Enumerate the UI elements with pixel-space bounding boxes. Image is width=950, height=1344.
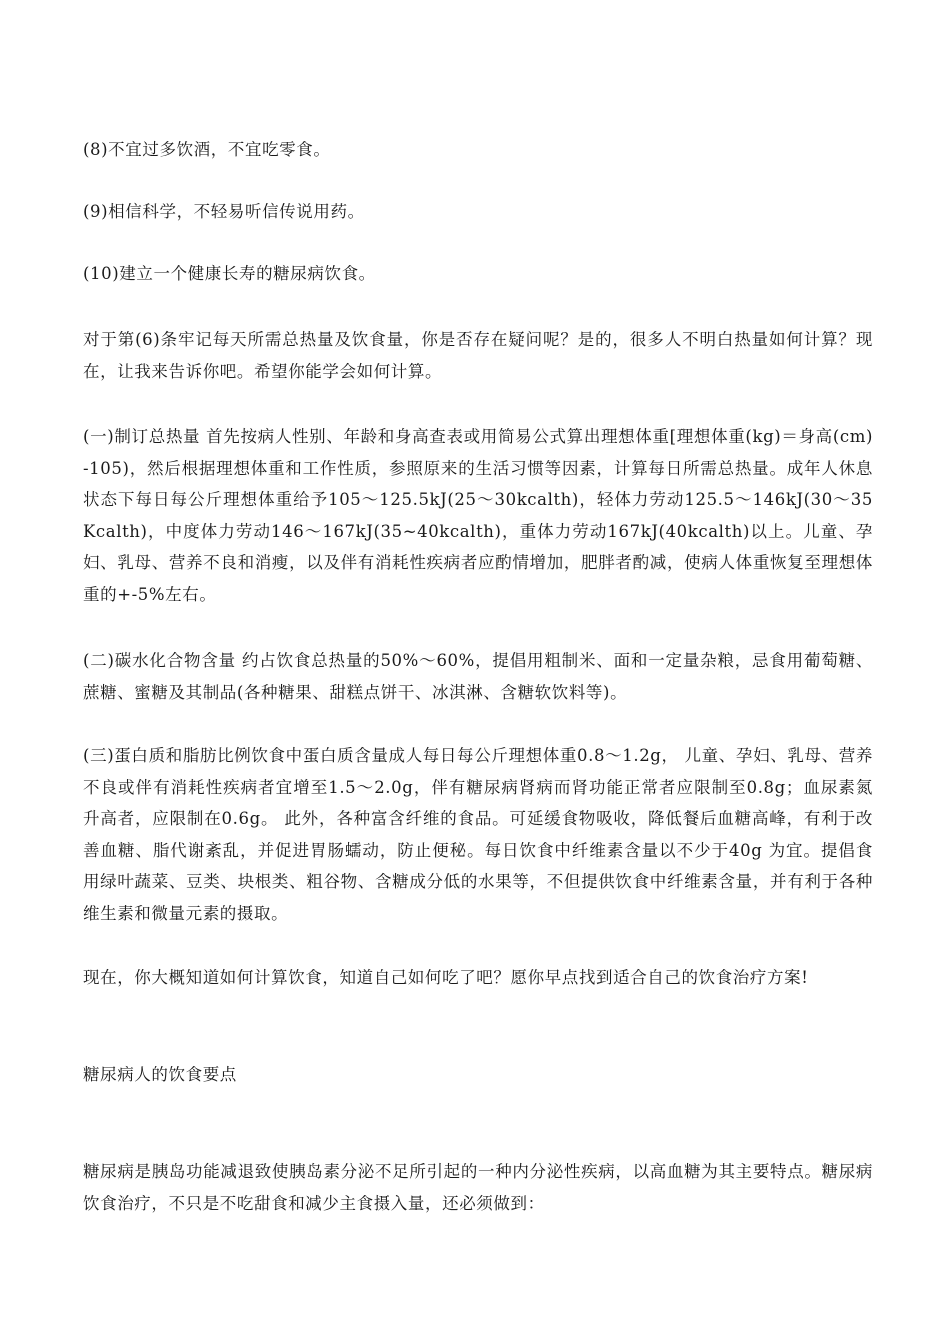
intro-paragraph: 对于第(6)条牢记每天所需总热量及饮食量，你是否存在疑问呢？是的，很多人不明白热量如何计算？现在，让我来告诉你吧。希望你能学会如何计算。 xyxy=(83,330,873,381)
conclusion-paragraph: 现在，你大概知道如何计算饮食，知道自己如何吃了吧？愿你早点找到适合自己的饮食治疗方案! xyxy=(83,968,809,987)
section-heading: 糖尿病人的饮食要点 xyxy=(83,1065,237,1084)
protein-fat-paragraph: (三)蛋白质和脂肪比例饮食中蛋白质含量成人每日每公斤理想体重0.8～1.2g， 儿童、孕妇、乳母、营养不良或伴有消耗性疾病者宜增至1.5～2.0g，伴有糖尿病肾病而肾功能正常者应限制至0.8g；血尿素氮升高者，应限制在0.6g。 此外，各种富含纤维的食品。可延缓食物吸收，降低餐后血糖高峰，有利于改善血糖、脂代谢紊乱，并促进胃肠蠕动，防止便秘。每日饮食中纤维素含量以不少于40g 为宜。提倡食用绿叶蔬菜、豆类、块根类、粗谷物、含糖成分低的水果等，不但提供饮食中纤维素含量，并有利于各种维生素和微量元素的摄取。 xyxy=(83,746,873,923)
carbohydrate-paragraph: (二)碳水化合物含量 约占饮食总热量的50%～60%，提倡用粗制米、面和一定量杂粮，忌食用葡萄糖、蔗糖、蜜糖及其制品(各种糖果、甜糕点饼干、冰淇淋、含糖软饮料等)。 xyxy=(83,651,873,702)
item-9-text: (9)相信科学，不轻易听信传说用药。 xyxy=(83,202,365,221)
item-10-text: (10)建立一个健康长寿的糖尿病饮食。 xyxy=(83,264,376,283)
total-calories-paragraph: (一)制订总热量 首先按病人性别、年龄和身高查表或用简易公式算出理想体重[理想体重(kg)＝身高(cm)-105)，然后根据理想体重和工作性质，参照原来的生活习惯等因素，计算每日所需总热量。成年人休息状态下每日每公斤理想体重给予105～125.5kJ(25～30kcalth)，轻体力劳动125.5～146kJ(30～35Kcalth)，中度体力劳动146～167kJ(35~40kcalth)，重体力劳动167kJ(40kcalth)以上。儿童、孕妇、乳母、营养不良和消瘦，以及伴有消耗性疾病者应酌情增加，肥胖者酌减，使病人体重恢复至理想体重的+-5%左右。 xyxy=(83,427,873,604)
closing-paragraph: 糖尿病是胰岛功能减退致使胰岛素分泌不足所引起的一种内分泌性疾病，以高血糖为其主要特点。糖尿病饮食治疗，不只是不吃甜食和减少主食摄入量，还必须做到： xyxy=(83,1162,873,1213)
item-8-text: (8)不宜过多饮酒，不宜吃零食。 xyxy=(83,140,331,159)
